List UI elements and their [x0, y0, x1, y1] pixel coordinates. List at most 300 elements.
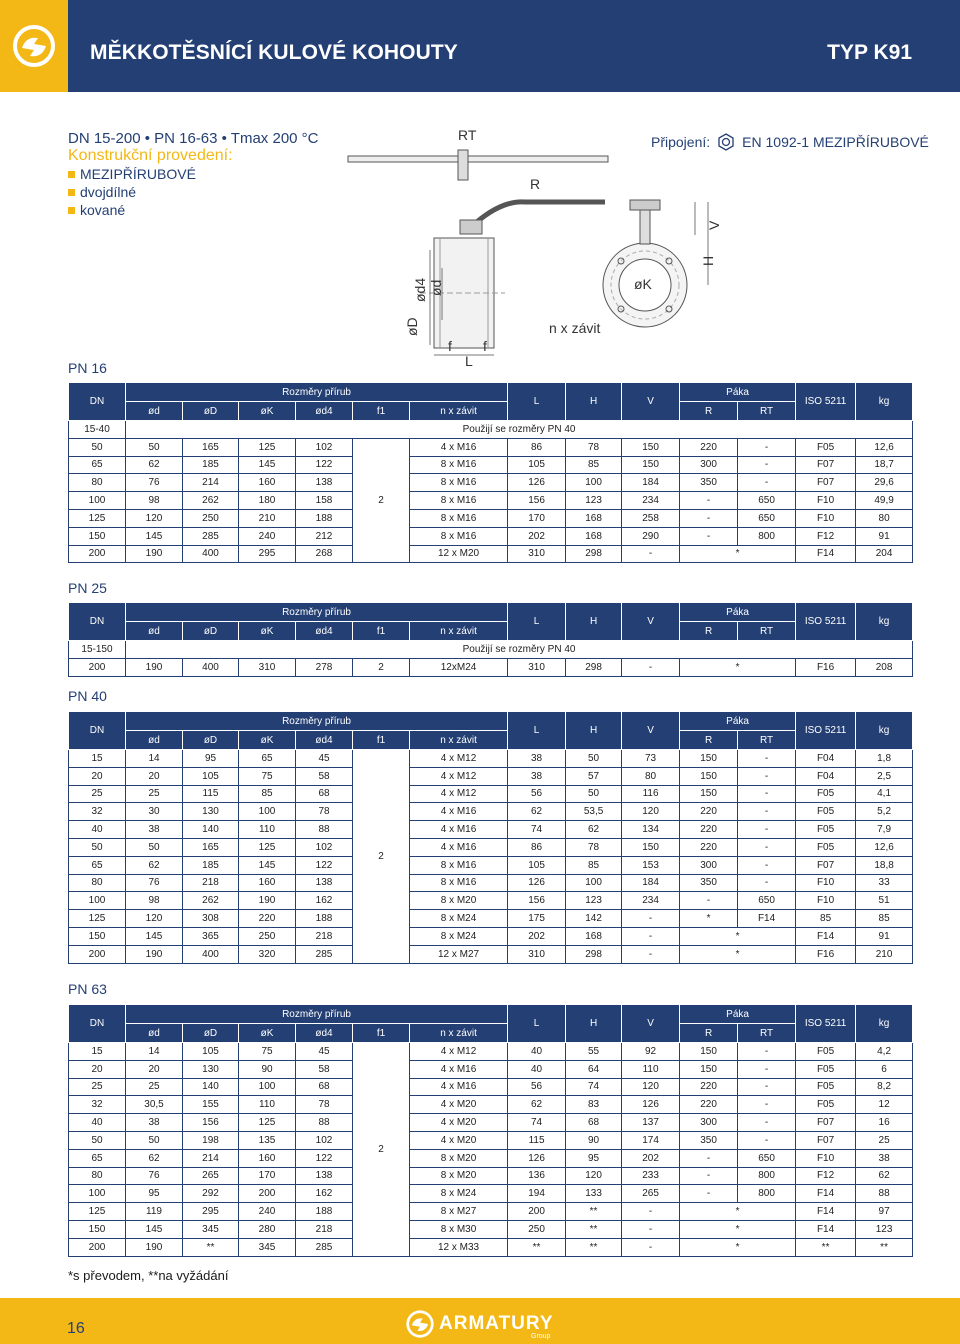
table-cell: 188	[296, 509, 353, 527]
table-cell: 150	[69, 1220, 126, 1238]
table-cell: 4,2	[856, 1043, 913, 1061]
table-cell: 4 x M12	[410, 767, 508, 785]
table-cell: 15-40	[69, 421, 126, 439]
table-cell: 4 x M20	[410, 1131, 508, 1149]
table-cell: 204	[856, 545, 913, 563]
table-cell: 98	[126, 892, 183, 910]
table-cell: 800	[738, 527, 796, 545]
table-cell: F04	[796, 767, 856, 785]
table-cell: 95	[566, 1149, 622, 1167]
table-row	[69, 892, 913, 910]
table-cell: 80	[69, 1167, 126, 1185]
table-cell: 280	[239, 1220, 296, 1238]
footnote: *s převodem, **na vyžádání	[68, 1268, 229, 1283]
table-row	[69, 910, 913, 928]
table-cell: -	[738, 874, 796, 892]
table-cell: 65	[239, 750, 296, 768]
table-cell: 145	[239, 456, 296, 474]
table-cell: F10	[796, 492, 856, 510]
table-cell: 25	[856, 1131, 913, 1149]
table-cell: -	[738, 803, 796, 821]
table-cell: 4 x M16	[410, 1078, 508, 1096]
col-r: R	[680, 402, 738, 421]
table-cell: 170	[239, 1167, 296, 1185]
table-cell: 4 x M12	[410, 750, 508, 768]
table-cell: 137	[622, 1114, 680, 1132]
table-cell: 202	[508, 527, 566, 545]
table-cell: 4 x M12	[410, 785, 508, 803]
table-cell: -	[680, 1167, 738, 1185]
table-cell: 76	[126, 1167, 183, 1185]
table-cell: 262	[183, 892, 239, 910]
table-cell: 250	[239, 927, 296, 945]
table-cell: 190	[239, 892, 296, 910]
table-cell: 285	[183, 527, 239, 545]
table-cell: F07	[796, 456, 856, 474]
table-cell: 38	[508, 750, 566, 768]
table-cell: 6	[856, 1060, 913, 1078]
table-cell: 76	[126, 474, 183, 492]
table-cell: 80	[69, 474, 126, 492]
table-cell: 125	[239, 1114, 296, 1132]
label-rt: RT	[458, 127, 477, 143]
table-cell: 233	[622, 1167, 680, 1185]
table-cell: 40	[508, 1060, 566, 1078]
table-cell: 105	[183, 1043, 239, 1061]
table-cell: 38	[126, 1114, 183, 1132]
table-cell: 295	[239, 545, 296, 563]
table-cell: 300	[680, 456, 738, 474]
table-cell: 174	[622, 1131, 680, 1149]
table-cell: 218	[296, 1220, 353, 1238]
table-cell: 20	[126, 767, 183, 785]
table-cell: -	[680, 1149, 738, 1167]
table-cell: -	[680, 492, 738, 510]
table-cell: 650	[738, 1149, 796, 1167]
col-iso: ISO 5211	[796, 1005, 856, 1043]
table-cell: 86	[508, 838, 566, 856]
table-cell: 185	[183, 856, 239, 874]
table-row	[69, 438, 913, 456]
table-cell: 49,9	[856, 492, 913, 510]
table-cell: 122	[296, 1149, 353, 1167]
page-number: 16	[67, 1320, 85, 1337]
table-cell: 212	[296, 527, 353, 545]
col-r: R	[680, 622, 738, 641]
table-cell: 185	[183, 456, 239, 474]
table-row	[69, 492, 913, 510]
table-cell: 190	[126, 545, 183, 563]
table-cell: 7,9	[856, 821, 913, 839]
table-cell: 650	[738, 509, 796, 527]
table-cell: 200	[239, 1185, 296, 1203]
table-cell: 220	[239, 910, 296, 928]
col-v: V	[622, 712, 680, 750]
table-cell: 115	[508, 1131, 566, 1149]
table-cell: 156	[508, 492, 566, 510]
table-cell: 150	[622, 456, 680, 474]
pn63-table	[68, 1004, 913, 1257]
table-cell: 138	[296, 474, 353, 492]
col-oK: øK	[239, 1024, 296, 1043]
table-row	[69, 945, 913, 963]
table-cell: **	[796, 1238, 856, 1256]
table-cell: *	[680, 658, 796, 676]
table-row	[69, 1167, 913, 1185]
label-v: V	[706, 220, 722, 230]
table-cell: F12	[796, 1167, 856, 1185]
table-cell: 57	[566, 767, 622, 785]
table-cell: 126	[508, 1149, 566, 1167]
table-cell: 65	[69, 456, 126, 474]
table-cell: -	[622, 545, 680, 563]
table-cell: 150	[622, 838, 680, 856]
table-cell: 188	[296, 910, 353, 928]
table-cell: 8 x M16	[410, 456, 508, 474]
table-cell: 650	[738, 492, 796, 510]
table-cell: 8,2	[856, 1078, 913, 1096]
table-cell: 78	[296, 803, 353, 821]
table-cell: 142	[566, 910, 622, 928]
page-header	[0, 0, 960, 92]
table-cell: 184	[622, 474, 680, 492]
table-cell: F07	[796, 856, 856, 874]
table-cell: 350	[680, 474, 738, 492]
label-od4: ød4	[412, 277, 428, 302]
table-cell: 150	[680, 1060, 738, 1078]
table-cell: 8 x M24	[410, 1185, 508, 1203]
table-cell: 38	[126, 821, 183, 839]
col-kg: kg	[856, 603, 913, 641]
table-cell: 122	[296, 856, 353, 874]
table-cell: F07	[796, 1131, 856, 1149]
connection-value: EN 1092-1 MEZIPŘÍRUBOVÉ	[742, 134, 929, 150]
table-cell: 153	[622, 856, 680, 874]
col-oK: øK	[239, 622, 296, 641]
table-cell: **	[566, 1220, 622, 1238]
table-cell: 150	[680, 767, 738, 785]
table-cell: 8 x M24	[410, 927, 508, 945]
table-cell: 105	[183, 767, 239, 785]
table-cell: 58	[296, 1060, 353, 1078]
table-cell: 25	[126, 785, 183, 803]
spec-line: DN 15-200 • PN 16-63 • Tmax 200 °C	[68, 130, 319, 147]
table-cell: 200	[508, 1203, 566, 1221]
pn40-label: PN 40	[68, 688, 107, 704]
armatury-footer-icon	[405, 1309, 435, 1339]
col-rt: RT	[738, 731, 796, 750]
table-cell: 50	[126, 1131, 183, 1149]
table-cell: 298	[566, 945, 622, 963]
label-f-right: f	[483, 338, 487, 354]
table-cell: 12,6	[856, 438, 913, 456]
table-cell: 210	[239, 509, 296, 527]
table-cell: 115	[183, 785, 239, 803]
table-row	[69, 474, 913, 492]
table-row	[69, 456, 913, 474]
table-row	[69, 927, 913, 945]
table-cell: 102	[296, 1131, 353, 1149]
table-cell: -	[622, 910, 680, 928]
table-cell: -	[738, 1114, 796, 1132]
col-dn: DN	[69, 383, 126, 421]
col-kg: kg	[856, 1005, 913, 1043]
table-cell: 78	[566, 438, 622, 456]
table-cell: 285	[296, 1238, 353, 1256]
table-cell: 220	[680, 803, 738, 821]
table-cell: -	[622, 927, 680, 945]
table-cell: 62	[508, 1096, 566, 1114]
table-cell: -	[738, 750, 796, 768]
table-cell: F10	[796, 509, 856, 527]
table-cell: 4 x M20	[410, 1096, 508, 1114]
table-cell: 125	[69, 509, 126, 527]
table-cell: F05	[796, 785, 856, 803]
table-cell: 75	[239, 767, 296, 785]
table-cell: 300	[680, 1114, 738, 1132]
col-l: L	[508, 603, 566, 641]
col-f1: f1	[353, 731, 410, 750]
table-cell: 55	[566, 1043, 622, 1061]
table-cell: 198	[183, 1131, 239, 1149]
table-cell: 145	[126, 927, 183, 945]
table-cell: 100	[566, 874, 622, 892]
table-cell: 800	[738, 1185, 796, 1203]
table-cell: 155	[183, 1096, 239, 1114]
table-cell: 15	[69, 1043, 126, 1061]
product-type: TYP K91	[827, 41, 912, 64]
table-cell: F14	[796, 1185, 856, 1203]
table-cell: 98	[126, 492, 183, 510]
col-rozmery: Rozměry přírub	[126, 1005, 508, 1024]
table-cell: -	[680, 527, 738, 545]
table-cell: 30	[126, 803, 183, 821]
table-cell: 86	[508, 438, 566, 456]
table-cell: 75	[239, 1043, 296, 1061]
label-h: H	[700, 255, 716, 266]
table-cell: 62	[566, 821, 622, 839]
table-cell: F14	[796, 927, 856, 945]
table-cell: 4 x M16	[410, 438, 508, 456]
footer-group: Group	[531, 1333, 551, 1340]
table-cell: -	[680, 892, 738, 910]
table-cell: F05	[796, 438, 856, 456]
table-cell: 73	[622, 750, 680, 768]
table-cell: 83	[566, 1096, 622, 1114]
table-cell: 120	[566, 1167, 622, 1185]
table-cell: 4 x M16	[410, 838, 508, 856]
table-cell: 38	[508, 767, 566, 785]
table-cell: **	[508, 1238, 566, 1256]
table-cell: 62	[126, 456, 183, 474]
table-note: Použijí se rozměry PN 40	[126, 421, 913, 439]
col-od4: ød4	[296, 622, 353, 641]
table-cell: 12	[856, 1096, 913, 1114]
table-cell: 80	[622, 767, 680, 785]
table-cell: 116	[622, 785, 680, 803]
table-cell: 85	[566, 456, 622, 474]
table-cell: 51	[856, 892, 913, 910]
table-cell: 38	[856, 1149, 913, 1167]
table-cell: 50	[566, 785, 622, 803]
table-cell: 308	[183, 910, 239, 928]
table-cell: 120	[126, 509, 183, 527]
table-cell: 12 x M27	[410, 945, 508, 963]
col-h: H	[566, 712, 622, 750]
table-row	[69, 1060, 913, 1078]
table-cell: 140	[183, 821, 239, 839]
page-title: MĚKKOTĚSNÍCÍ KULOVÉ KOHOUTY	[90, 41, 458, 64]
table-cell: -	[738, 438, 796, 456]
table-cell: 130	[183, 803, 239, 821]
table-cell: 100	[566, 474, 622, 492]
table-cell: F10	[796, 892, 856, 910]
table-cell: 190	[126, 658, 183, 676]
table-cell: 8 x M24	[410, 910, 508, 928]
table-cell: 400	[183, 658, 239, 676]
table-cell: F05	[796, 1043, 856, 1061]
table-cell: 85	[856, 910, 913, 928]
table-cell: F16	[796, 945, 856, 963]
table-cell: 134	[622, 821, 680, 839]
table-cell: 800	[738, 1167, 796, 1185]
table-row	[69, 874, 913, 892]
table-cell: 138	[296, 1167, 353, 1185]
label-ok: øK	[634, 276, 652, 292]
table-cell: 110	[239, 1096, 296, 1114]
table-cell: 345	[239, 1238, 296, 1256]
table-cell: 15	[69, 750, 126, 768]
col-l: L	[508, 712, 566, 750]
table-cell: 12,6	[856, 838, 913, 856]
table-cell: 250	[183, 509, 239, 527]
table-cell: 62	[508, 803, 566, 821]
table-cell: -	[738, 821, 796, 839]
table-cell: 85	[239, 785, 296, 803]
table-cell: 300	[680, 856, 738, 874]
table-cell: 91	[856, 527, 913, 545]
col-od: ød	[126, 402, 183, 421]
table-cell: 29,6	[856, 474, 913, 492]
table-cell: -	[622, 945, 680, 963]
table-cell: 400	[183, 945, 239, 963]
table-cell: 200	[69, 545, 126, 563]
table-cell: 68	[566, 1114, 622, 1132]
table-cell: 8 x M20	[410, 892, 508, 910]
table-cell: 168	[566, 927, 622, 945]
table-row	[69, 1078, 913, 1096]
table-cell: F14	[796, 545, 856, 563]
col-oD: øD	[183, 402, 239, 421]
table-cell: 119	[126, 1203, 183, 1221]
col-v: V	[622, 383, 680, 421]
table-cell: 126	[508, 874, 566, 892]
table-row	[69, 509, 913, 527]
table-cell: 95	[126, 1185, 183, 1203]
table-cell: 135	[239, 1131, 296, 1149]
table-cell: *	[680, 1238, 796, 1256]
table-cell: 190	[126, 1238, 183, 1256]
table-note: Použijí se rozměry PN 40	[126, 641, 913, 659]
table-cell: 2	[353, 438, 410, 563]
col-paka: Páka	[680, 1005, 796, 1024]
table-row	[69, 1203, 913, 1221]
table-cell: 32	[69, 803, 126, 821]
table-cell: 92	[622, 1043, 680, 1061]
col-rozmery: Rozměry přírub	[126, 712, 508, 731]
col-dn: DN	[69, 1005, 126, 1043]
table-cell: 8 x M27	[410, 1203, 508, 1221]
col-dn: DN	[69, 712, 126, 750]
table-cell: -	[738, 856, 796, 874]
table-row	[69, 785, 913, 803]
table-cell: F04	[796, 750, 856, 768]
table-cell: 25	[69, 785, 126, 803]
table-cell: 76	[126, 874, 183, 892]
table-cell: 130	[183, 1060, 239, 1078]
table-cell: 5,2	[856, 803, 913, 821]
table-cell: 218	[296, 927, 353, 945]
table-cell: 150	[680, 785, 738, 803]
col-f1: f1	[353, 402, 410, 421]
table-cell: 74	[566, 1078, 622, 1096]
table-cell: 165	[183, 838, 239, 856]
table-cell: 184	[622, 874, 680, 892]
table-cell: 64	[566, 1060, 622, 1078]
col-oD: øD	[183, 1024, 239, 1043]
table-cell: 345	[183, 1220, 239, 1238]
table-cell: 138	[296, 874, 353, 892]
table-cell: 56	[508, 785, 566, 803]
table-row	[69, 838, 913, 856]
table-cell: F05	[796, 1096, 856, 1114]
table-cell: 170	[508, 509, 566, 527]
table-cell: 25	[126, 1078, 183, 1096]
table-cell: 78	[566, 838, 622, 856]
table-cell: 80	[69, 874, 126, 892]
table-cell: F16	[796, 658, 856, 676]
table-cell: 50	[69, 1131, 126, 1149]
col-l: L	[508, 383, 566, 421]
construction-title: Konstrukční provedení:	[68, 147, 233, 164]
table-cell: 40	[508, 1043, 566, 1061]
table-cell: 4 x M20	[410, 1114, 508, 1132]
table-cell: 8 x M16	[410, 474, 508, 492]
table-cell: 123	[566, 892, 622, 910]
pn16-table	[68, 382, 913, 563]
pn40-table	[68, 711, 913, 964]
table-cell: 218	[183, 874, 239, 892]
table-cell: 145	[239, 856, 296, 874]
table-cell: 102	[296, 438, 353, 456]
table-cell: F05	[796, 838, 856, 856]
table-cell: 33	[856, 874, 913, 892]
table-cell: 100	[69, 492, 126, 510]
table-cell: 12 x M20	[410, 545, 508, 563]
table-cell: 150	[680, 1043, 738, 1061]
table-cell: F14	[796, 1220, 856, 1238]
table-cell: 53,5	[566, 803, 622, 821]
construction-item: dvojdílné	[68, 183, 196, 201]
col-paka: Páka	[680, 383, 796, 402]
table-cell: *	[680, 945, 796, 963]
table-cell: 20	[69, 1060, 126, 1078]
table-cell: 15-150	[69, 641, 126, 659]
table-cell: 18,8	[856, 856, 913, 874]
table-cell: 290	[622, 527, 680, 545]
label-l: L	[465, 353, 473, 369]
table-cell: 88	[856, 1185, 913, 1203]
